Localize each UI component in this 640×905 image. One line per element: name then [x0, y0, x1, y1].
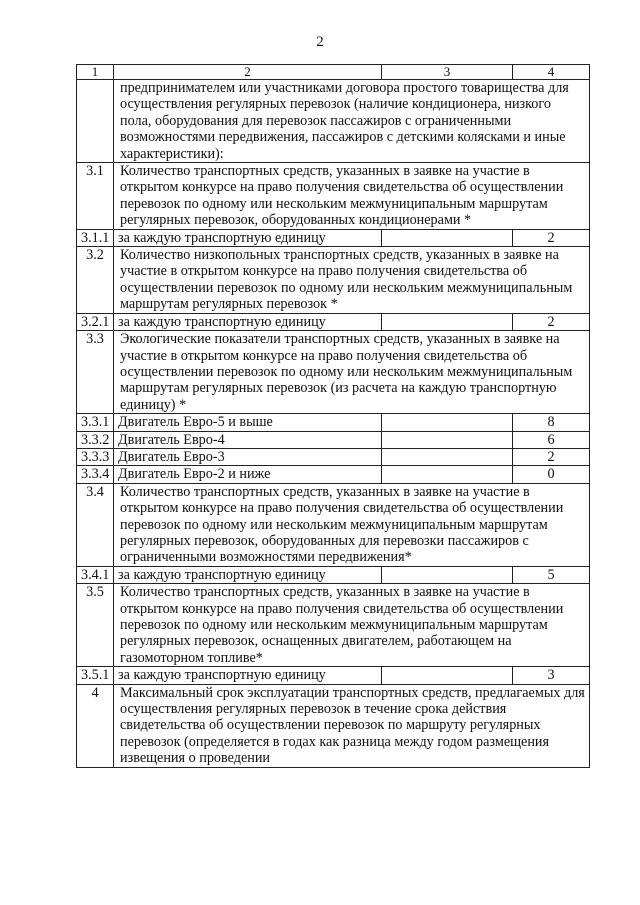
- table-row: [77, 80, 590, 163]
- item-col-3: [382, 566, 513, 583]
- row-number: 3.3: [77, 331, 114, 414]
- header-col-1: 1: [77, 65, 114, 80]
- row-number: 3.5.1: [77, 667, 114, 684]
- header-col-3: 3: [382, 65, 513, 80]
- item-col-3: [382, 313, 513, 330]
- criterion-description: Количество транспортных средств, указанных в заявке на участие в открытом конкурсе на право получения свидетельства об осуществлении перевозок по одному или нескольким межмуниципальным маршрутам регулярных перевозок, оборудованных кондиционерами *: [114, 163, 590, 230]
- table-row: [77, 483, 590, 566]
- item-score: 2: [513, 448, 590, 465]
- table-row: [77, 466, 590, 483]
- row-number: 3.2: [77, 247, 114, 314]
- row-number: 3.2.1: [77, 313, 114, 330]
- row-number: 3.3.2: [77, 431, 114, 448]
- table-row: [77, 566, 590, 583]
- table-row: [77, 331, 590, 414]
- item-col-3: [382, 414, 513, 431]
- row-number: 3.5: [77, 584, 114, 667]
- criteria-table-body: [77, 65, 590, 768]
- row-number: 3.1: [77, 163, 114, 230]
- criteria-table: [76, 64, 590, 768]
- row-number: 3.4.1: [77, 566, 114, 583]
- criterion-description: предпринимателем или участниками договора простого товарищества для осуществления регулярных перевозок (наличие кондиционера, низкого пола, оборудования для перевозок пассажиров с ограниченными возможностями передвижения, пассажиров с детскими колясками и иные характеристики):: [114, 80, 590, 163]
- criterion-description: Максимальный срок эксплуатации транспортных средств, предлагаемых для осуществления регулярных перевозок в течение срока действия свидетельства об осуществлении перевозок по маршруту регулярных перевозок (определяется в годах как разница между годом размещения извещения о проведении: [114, 684, 590, 767]
- item-col-3: [382, 229, 513, 246]
- table-row: [77, 684, 590, 767]
- criterion-description: Количество транспортных средств, указанных в заявке на участие в открытом конкурсе на право получения свидетельства об осуществлении перевозок по одному или нескольким межмуниципальным маршрутам регулярных перевозок, оснащенных двигателем, работающем на газомоторном топливе*: [114, 584, 590, 667]
- item-score: 0: [513, 466, 590, 483]
- table-row: [77, 313, 590, 330]
- table-row: [77, 414, 590, 431]
- item-score: 8: [513, 414, 590, 431]
- item-description: Двигатель Евро-5 и выше: [114, 414, 382, 431]
- row-number: 3.1.1: [77, 229, 114, 246]
- header-col-4: 4: [513, 65, 590, 80]
- criterion-description: Количество транспортных средств, указанных в заявке на участие в открытом конкурсе на право получения свидетельства об осуществлении перевозок по одному или нескольким межмуниципальным маршрутам регулярных перевозок, оборудованных для перевозки пассажиров с ограниченными возможностями передвижения*: [114, 483, 590, 566]
- page-number: 2: [316, 34, 324, 50]
- item-description: за каждую транспортную единицу: [114, 667, 382, 684]
- item-description: Двигатель Евро-2 и ниже: [114, 466, 382, 483]
- table-row: [77, 667, 590, 684]
- header-col-2: 2: [114, 65, 382, 80]
- item-score: 6: [513, 431, 590, 448]
- item-col-3: [382, 466, 513, 483]
- criterion-description: Количество низкопольных транспортных средств, указанных в заявке на участие в открытом конкурсе на право получения свидетельства об осуществлении перевозок по одному или нескольким межмуниципальным маршрутам регулярных перевозок *: [114, 247, 590, 314]
- item-score: 3: [513, 667, 590, 684]
- table-row: [77, 431, 590, 448]
- item-score: 2: [513, 229, 590, 246]
- table-header-row: [77, 65, 590, 80]
- table-row: [77, 229, 590, 246]
- item-description: Двигатель Евро-4: [114, 431, 382, 448]
- row-number: 3.3.3: [77, 448, 114, 465]
- item-description: за каждую транспортную единицу: [114, 313, 382, 330]
- item-score: 2: [513, 313, 590, 330]
- table-row: [77, 448, 590, 465]
- row-number: 3.4: [77, 483, 114, 566]
- item-description: Двигатель Евро-3: [114, 448, 382, 465]
- criterion-description: Экологические показатели транспортных средств, указанных в заявке на участие в открытом конкурсе на право получения свидетельства об осуществлении перевозок по одному или нескольким межмуниципальным маршрутам регулярных перевозок (из расчета на каждую транспортную единицу) *: [114, 331, 590, 414]
- table-row: [77, 163, 590, 230]
- item-score: 5: [513, 566, 590, 583]
- table-row: [77, 584, 590, 667]
- row-number: 3.3.1: [77, 414, 114, 431]
- row-number: 4: [77, 684, 114, 767]
- item-description: за каждую транспортную единицу: [114, 566, 382, 583]
- item-col-3: [382, 431, 513, 448]
- item-col-3: [382, 448, 513, 465]
- row-number: 3.3.4: [77, 466, 114, 483]
- table-row: [77, 247, 590, 314]
- row-number: [77, 80, 114, 163]
- item-description: за каждую транспортную единицу: [114, 229, 382, 246]
- item-col-3: [382, 667, 513, 684]
